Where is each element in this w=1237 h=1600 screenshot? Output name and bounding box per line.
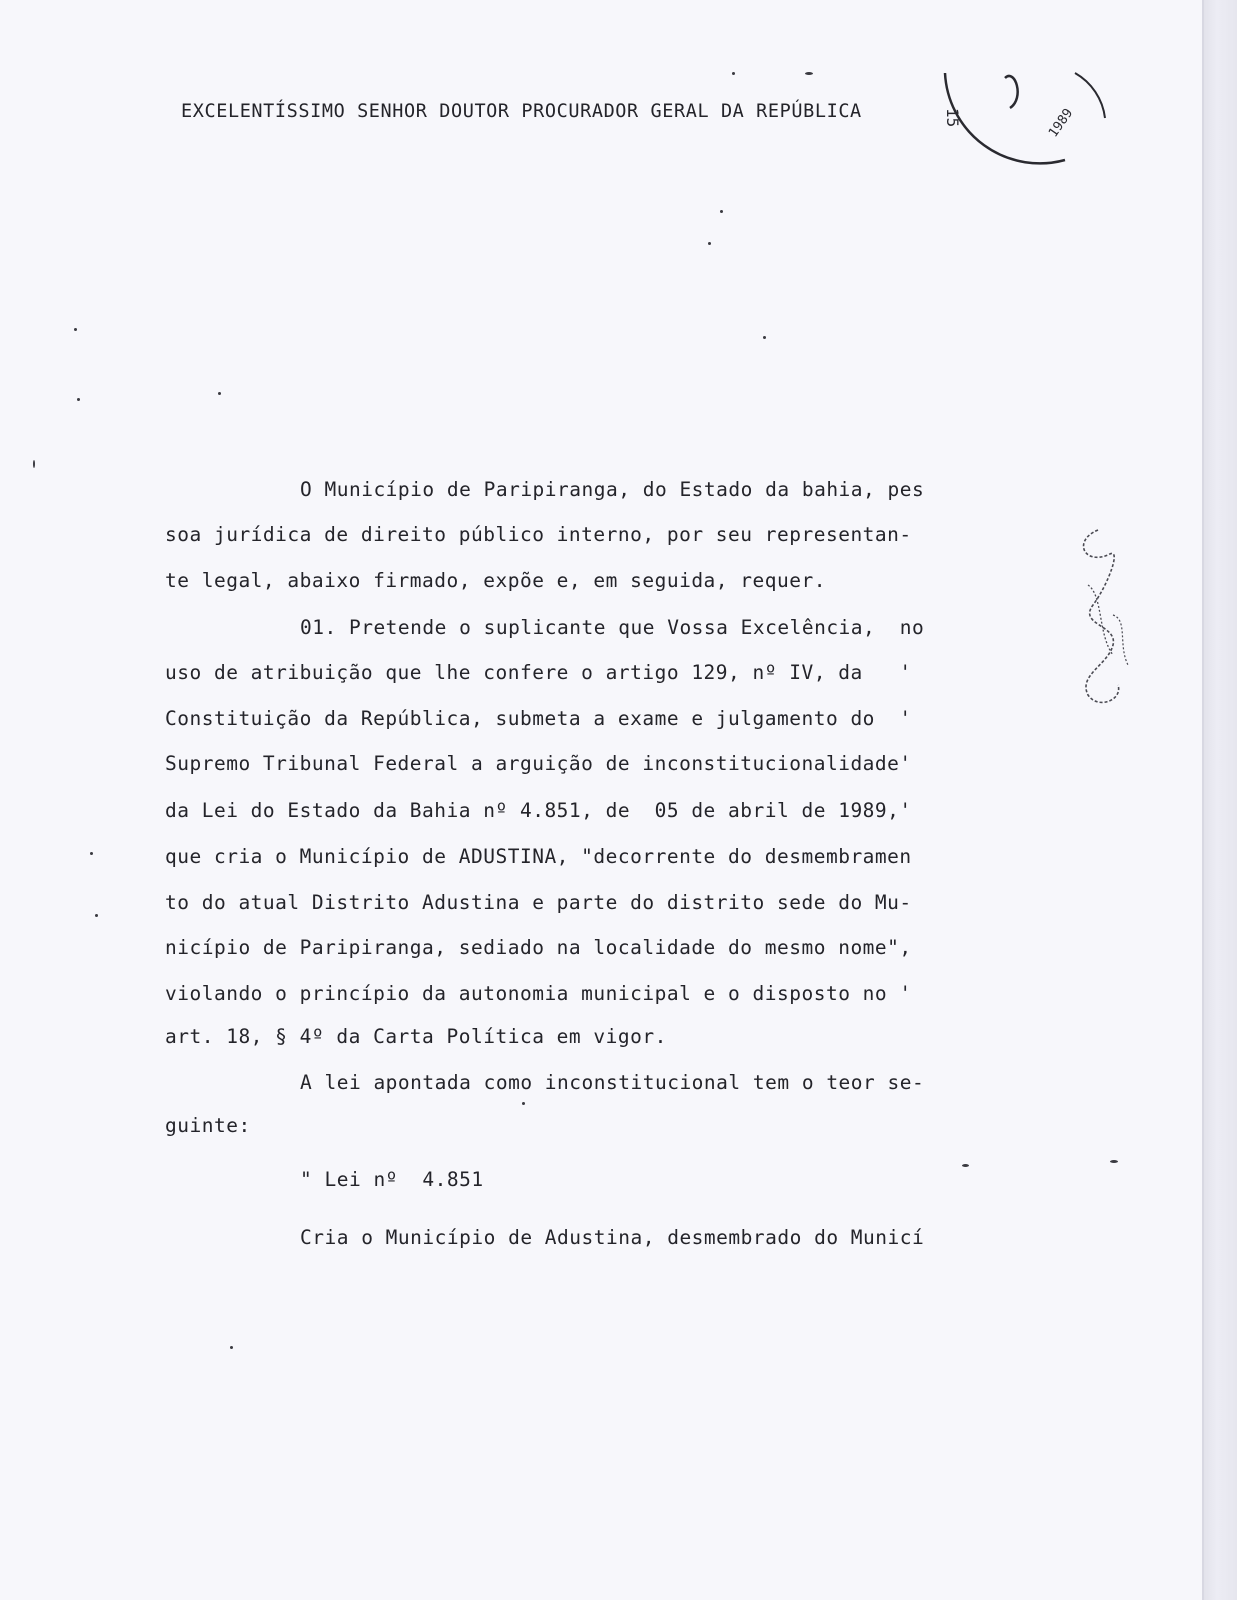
text-line: soa jurídica de direito público interno, por seu representan- xyxy=(165,523,912,546)
text-line: guinte: xyxy=(165,1114,251,1137)
svg-text:1989: 1989 xyxy=(1045,106,1077,141)
ink-speck xyxy=(732,72,735,75)
page-edge xyxy=(1204,0,1237,1600)
text-line: to do atual Distrito Adustina e parte do distrito sede do Mu- xyxy=(165,891,912,914)
ink-speck xyxy=(33,460,35,468)
text-line: da Lei do Estado da Bahia nº 4.851, de 05 de abril de 1989,' xyxy=(165,799,912,822)
text-line: que cria o Município de ADUSTINA, "decorrente do desmembramen xyxy=(165,845,912,868)
ink-speck xyxy=(230,1346,233,1349)
ink-speck xyxy=(218,392,221,395)
document-heading: EXCELENTÍSSIMO SENHOR DOUTOR PROCURADOR GERAL DA REPÚBLICA xyxy=(181,101,862,122)
svg-text:15: 15 xyxy=(943,108,962,128)
text-line: uso de atribuição que lhe confere o artigo 129, nº IV, da ' xyxy=(165,661,912,684)
text-line: A lei apontada como inconstitucional tem o teor se- xyxy=(300,1071,925,1094)
ink-speck xyxy=(962,1164,969,1167)
text-line: Constituição da República, submeta a exame e julgamento do ' xyxy=(165,707,912,730)
ink-speck xyxy=(77,398,80,401)
text-line: 01. Pretende o suplicante que Vossa Excelência, no xyxy=(300,616,925,639)
ink-speck xyxy=(522,1102,525,1105)
protocol-stamp xyxy=(935,68,1135,168)
text-line: Cria o Município de Adustina, desmembrado do Municí xyxy=(300,1226,925,1249)
ink-speck xyxy=(720,210,723,213)
text-line: " Lei nº 4.851 xyxy=(300,1168,484,1191)
ink-speck xyxy=(90,852,93,855)
ink-speck xyxy=(1110,1160,1118,1163)
text-line: violando o princípio da autonomia municipal e o disposto no ' xyxy=(165,982,912,1005)
ink-speck xyxy=(763,336,766,339)
text-line: te legal, abaixo firmado, expõe e, em seguida, requer. xyxy=(165,569,826,592)
ink-speck xyxy=(805,72,813,75)
ink-speck xyxy=(95,914,98,917)
text-line: Supremo Tribunal Federal a arguição de inconstitucionalidade' xyxy=(165,752,912,775)
signature-initials xyxy=(1068,525,1138,715)
text-line: art. 18, § 4º da Carta Política em vigor. xyxy=(165,1025,667,1048)
text-line: O Município de Paripiranga, do Estado da bahia, pes xyxy=(300,478,925,501)
ink-speck xyxy=(708,242,711,245)
text-line: nicípio de Paripiranga, sediado na localidade do mesmo nome", xyxy=(165,936,912,959)
ink-speck xyxy=(74,328,77,331)
